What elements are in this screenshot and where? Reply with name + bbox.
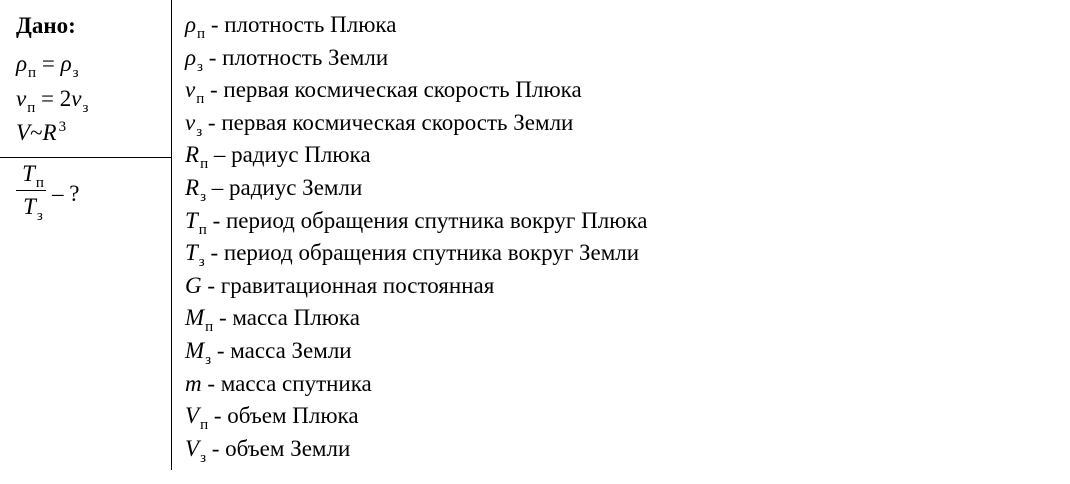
given-panel <box>0 0 172 470</box>
notation-symbol: M <box>185 337 205 363</box>
given-rhs-subscript: з <box>82 100 89 116</box>
notation-symbol: V <box>185 403 200 429</box>
notation-subscript: п <box>205 319 214 336</box>
given-rhs-superscript: 3 <box>58 119 67 135</box>
notation-list <box>185 9 647 465</box>
notation-subscript: з <box>198 254 205 271</box>
notation-symbol: M <box>185 305 205 331</box>
notation-symbol: ρ <box>185 12 197 37</box>
notation-description: - объем Земли <box>206 435 351 461</box>
given-lhs-symbol: ρ <box>16 51 28 76</box>
notation-item <box>185 335 647 368</box>
notation-item <box>185 139 647 172</box>
given-operator: = <box>36 51 61 76</box>
notation-symbol: V <box>185 435 200 461</box>
given-title: Дано: <box>16 13 76 38</box>
notation-item <box>185 9 647 42</box>
notation-item <box>185 270 647 303</box>
notation-subscript: п <box>197 26 206 42</box>
notation-description: – радиус Земли <box>206 174 363 200</box>
notation-item <box>185 400 647 433</box>
notation-symbol: G <box>185 272 202 298</box>
notation-subscript: з <box>196 123 203 140</box>
given-lhs-symbol: v <box>16 86 27 111</box>
notation-subscript: п <box>196 91 205 108</box>
notation-item <box>185 302 647 335</box>
notation-subscript: п <box>198 221 207 238</box>
notation-symbol: v <box>185 77 196 103</box>
notation-description: - объем Плюка <box>208 403 359 429</box>
notation-description: - первая космическая скорость Плюка <box>204 77 582 103</box>
notation-item <box>185 433 647 466</box>
given-condition-velocity <box>16 85 88 116</box>
notation-description: - масса Земли <box>211 337 352 363</box>
notation-item <box>185 74 647 107</box>
given-rhs-symbol: v <box>71 86 82 111</box>
notation-subscript: з <box>197 58 203 75</box>
given-lhs-subscript: п <box>28 65 37 81</box>
given-condition-density <box>16 50 79 81</box>
denominator-symbol: T <box>23 194 36 219</box>
notation-symbol: R <box>185 174 200 200</box>
notation-item <box>185 172 647 205</box>
notation-symbol: T <box>185 207 198 233</box>
notation-description: - плотность Земли <box>202 44 389 70</box>
notation-item <box>185 237 647 270</box>
notation-symbol: R <box>185 142 200 168</box>
notation-description: - плотность Плюка <box>205 12 397 37</box>
notation-description: - масса спутника <box>201 370 372 396</box>
notation-item <box>185 107 647 140</box>
notation-subscript: п <box>200 417 209 434</box>
notation-description: - первая космическая скорость Земли <box>202 109 574 135</box>
notation-description: - гравитационная постоянная <box>201 272 495 298</box>
notation-subscript: з <box>200 188 206 205</box>
numerator-symbol: T <box>22 161 35 186</box>
notation-symbol: v <box>185 109 196 135</box>
given-operator: = 2 <box>35 86 72 111</box>
notation-item <box>185 205 647 238</box>
notation-subscript: п <box>200 156 209 173</box>
numerator-subscript: п <box>35 175 44 191</box>
notation-symbol: T <box>185 240 198 266</box>
find-fraction <box>16 160 50 224</box>
given-operator: ~ <box>30 120 43 145</box>
given-condition-volume <box>16 119 66 150</box>
given-rhs-subscript: з <box>72 65 79 81</box>
find-question: – ? <box>52 181 80 206</box>
notation-item <box>185 368 647 401</box>
notation-description: - период обращения спутника вокруг Плюка <box>206 207 648 233</box>
notation-description: - период обращения спутника вокруг Земли <box>204 240 640 266</box>
notation-subscript: з <box>205 351 212 368</box>
notation-subscript: з <box>200 449 206 466</box>
given-lhs-subscript: п <box>27 100 36 116</box>
fraction-denominator <box>16 193 50 224</box>
notation-description: - масса Плюка <box>213 305 360 331</box>
given-find-divider <box>0 157 171 158</box>
notation-symbol: m <box>185 370 202 396</box>
given-rhs-symbol: R <box>42 120 57 145</box>
notation-symbol: ρ <box>185 44 197 70</box>
fraction-numerator <box>16 160 50 191</box>
denominator-subscript: з <box>36 208 43 224</box>
given-rhs-symbol: ρ <box>60 51 72 76</box>
notation-description: – радиус Плюка <box>208 142 371 168</box>
given-lhs-symbol: V <box>16 120 31 145</box>
notation-item <box>185 42 647 75</box>
